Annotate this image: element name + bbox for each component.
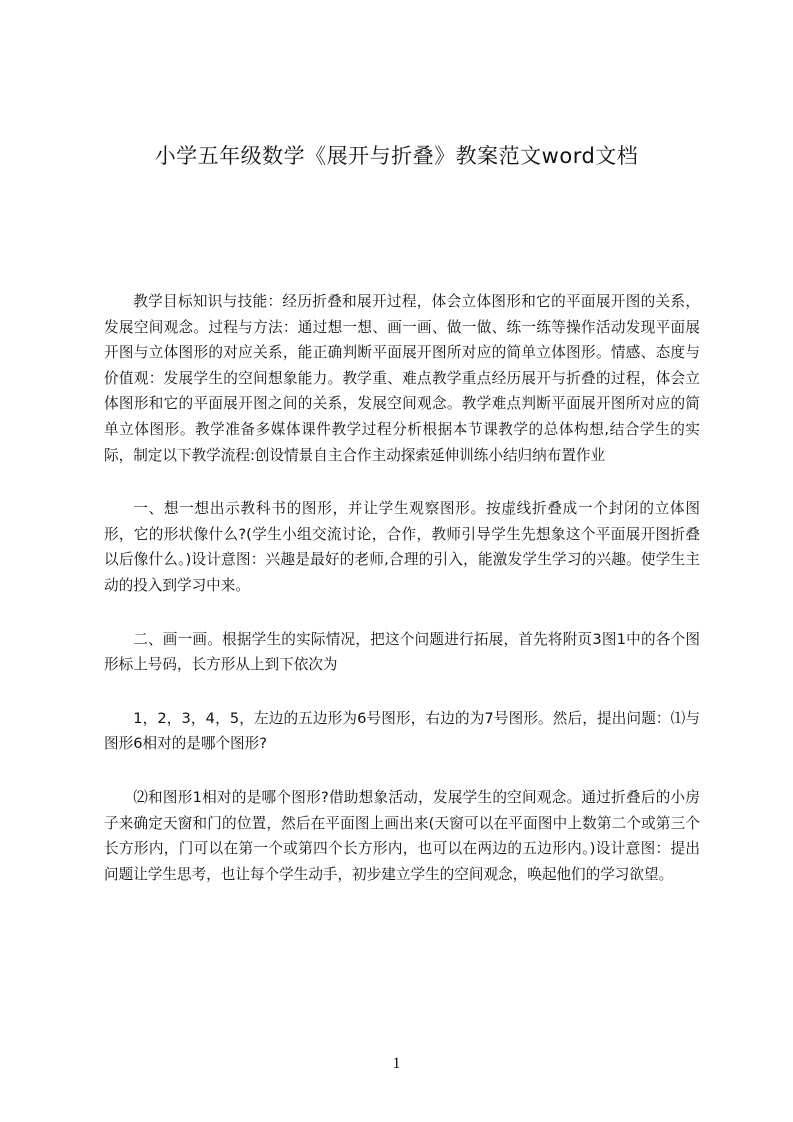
page-number: 1	[392, 1055, 401, 1072]
paragraph-think: 一、想一想出示教科书的图形，并让学生观察图形。按虚线折叠成一个封闭的立体图形，它的形状像什么?(学生小组交流讨论，合作，教师引导学生先想象这个平面展开图折叠以后像什么。)设计意图：兴趣是最好的老师,合理的引入，能激发学生学习的兴趣。使学生主动的投入到学习中来。	[104, 500, 700, 594]
paragraph-question-two: ⑵和图形1相对的是哪个图形?借助想象活动，发展学生的空间观念。通过折叠后的小房子来确定天窗和门的位置，然后在平面图上画出来(天窗可以在平面图中上数第二个或第三个长方形内，门可以在第一个或第四个长方形内，也可以在两边的五边形内。)设计意图：提出问题让学生思考，也让每个学生动手，初步建立学生的空间观念，唤起他们的学习欲望。	[104, 788, 700, 883]
document-title: 小学五年级数学《展开与折叠》教案范文word文档	[154, 144, 639, 168]
document-body	[104, 289, 700, 915]
paragraph-numbering: 1，2，3，4，5，左边的五边形为6号图形，右边的为7号图形。然后，提出问题：⑴与图形6相对的是哪个图形?	[104, 709, 700, 753]
paragraph-draw: 二、画一画。根据学生的实际情况，把这个问题进行拓展，首先将附页3图1中的各个图形标上号码，长方形从上到下依次为	[104, 630, 700, 674]
paragraph-teaching-objectives: 教学目标知识与技能：经历折叠和展开过程，体会立体图形和它的平面展开图的关系，发展空间观念。过程与方法：通过想一想、画一画、做一做、练一练等操作活动发现平面展开图与立体图形的对应关系，能正确判断平面展开图所对应的简单立体图形。情感、态度与价值观：发展学生的空间想象能力。教学重、难点教学重点经历展开与折叠的过程，体会立体图形和它的平面展开图之间的关系，发展空间观念。教学难点判断平面展开图所对应的简单立体图形。教学准备多媒体课件教学过程分析根据本节课教学的总体构想,结合学生的实际，制定以下教学流程:创设情景自主合作主动探索延伸训练小结归纳布置作业	[104, 293, 700, 464]
